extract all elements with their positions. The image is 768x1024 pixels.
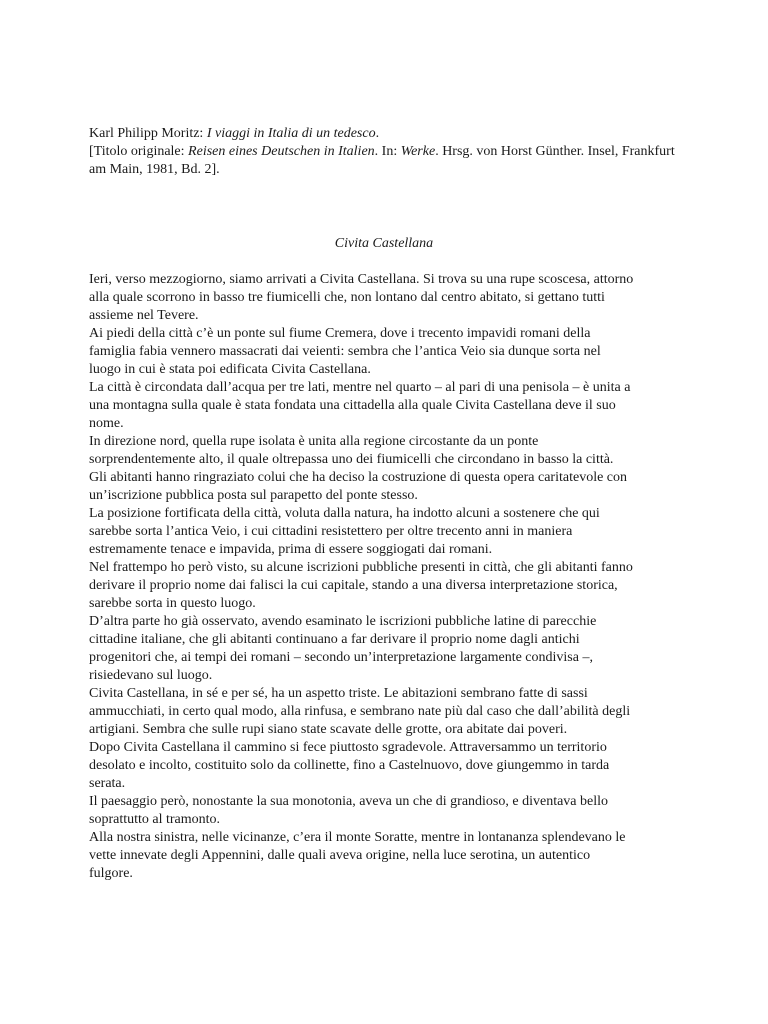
original-title-prefix: [Titolo originale: — [89, 144, 189, 159]
citation-line — [89, 125, 689, 143]
paragraph: Ieri, verso mezzogiorno, siamo arrivati a Civita Castellana. Si trova su una rupe scoscesa, attorno alla quale scorrono in basso tre fiumicelli che, non lontano dal centro abitato, si gettano tutti assieme nel Tevere. — [89, 272, 634, 323]
paragraph: Civita Castellana, in sé e per sé, ha un aspetto triste. Le abitazioni sembrano fatte di sassi ammucchiati, in certo qual modo, alla rinfusa, e sembrano nate più dal caso che dall’abilità degli artigiani. Sembra che sulle rupi siano state scavate delle grotte, ora abitate dai poveri. — [89, 686, 631, 737]
citation-punct: . — [375, 126, 380, 141]
body-text — [89, 271, 634, 883]
paragraph: La posizione fortificata della città, voluta dalla natura, ha indotto alcuni a sostenere che qui sarebbe sorta l’antica Veio, i cui cittadini resistettero per oltre trecento anni in maniera estremamente tenace e impavida, prima di essere soggiogati dai romani. — [89, 506, 600, 557]
paragraph: Alla nostra sinistra, nelle vicinanze, c’era il monte Soratte, mentre in lontananza splendevano le vette innevate degli Appennini, dalle quali aveva origine, nella luce serotina, un autentico fulgore. — [89, 830, 626, 881]
publication-details: . Hrsg. von Horst Günther. Insel, Frankfurt am Main, 1981, Bd. 2]. — [89, 144, 675, 177]
paragraph: Ai piedi della città c’è un ponte sul fiume Cremera, dove i trecento impavidi romani della famiglia fabia vennero massacrati dai veienti: sembra che l’antica Veio sia dunque sorta nel luogo in cui è stata poi edificata Civita Castellana. — [89, 326, 601, 377]
paragraph: D’altra parte ho già osservato, avendo esaminato le iscrizioni pubbliche latine di parecchie cittadine italiane, che gli abitanti continuano a far derivare il proprio nome dagli antichi progenitori che, ai tempi dei romani – secondo un’interpretazione largamente condivisa –, risiedevano sul luogo. — [89, 614, 597, 683]
paragraph: Nel frattempo ho però visto, su alcune iscrizioni pubbliche presenti in città, che gli abitanti fanno derivare il proprio nome dai falisci la cui capitale, stando a una diversa interpretazione storica, sarebbe sorta in questo luogo. — [89, 560, 633, 611]
paragraph: Dopo Civita Castellana il cammino si fece piuttosto sgradevole. Attraversammo un territorio desolato e incolto, costituito solo da collinette, fino a Castelnuovo, dove giungemmo in tarda serata. — [89, 740, 610, 791]
original-title-mid: . In: — [374, 144, 401, 159]
author-name: Karl Philipp Moritz: — [89, 126, 207, 141]
paragraph: In direzione nord, quella rupe isolata è unita alla regione circostante da un ponte sorprendentemente alto, il quale oltrepassa uno dei fiumicelli che circondano in basso la città. Gli abitanti hanno ringraziato colui che ha deciso la costruzione di questa opera caritatevole con un’iscrizione pubblica posta sul parapetto del ponte stesso. — [89, 434, 628, 503]
bibliographic-header — [89, 125, 689, 179]
chapter-title: Civita Castellana — [334, 236, 434, 251]
book-title: I viaggi in Italia di un tedesco — [206, 126, 376, 141]
original-title-line — [89, 143, 689, 179]
paragraph: Il paesaggio però, nonostante la sua monotonia, aveva un che di grandioso, e diventava bello soprattutto al tramonto. — [89, 794, 609, 827]
werke-title: Werke — [400, 144, 436, 159]
paragraph: La città è circondata dall’acqua per tre lati, mentre nel quarto – al pari di una penisola – è unita a una montagna sulla quale è stata fondata una cittadella alla quale Civita Castellana deve il suo nome. — [89, 380, 631, 431]
original-title: Reisen eines Deutschen in Italien — [188, 144, 375, 159]
